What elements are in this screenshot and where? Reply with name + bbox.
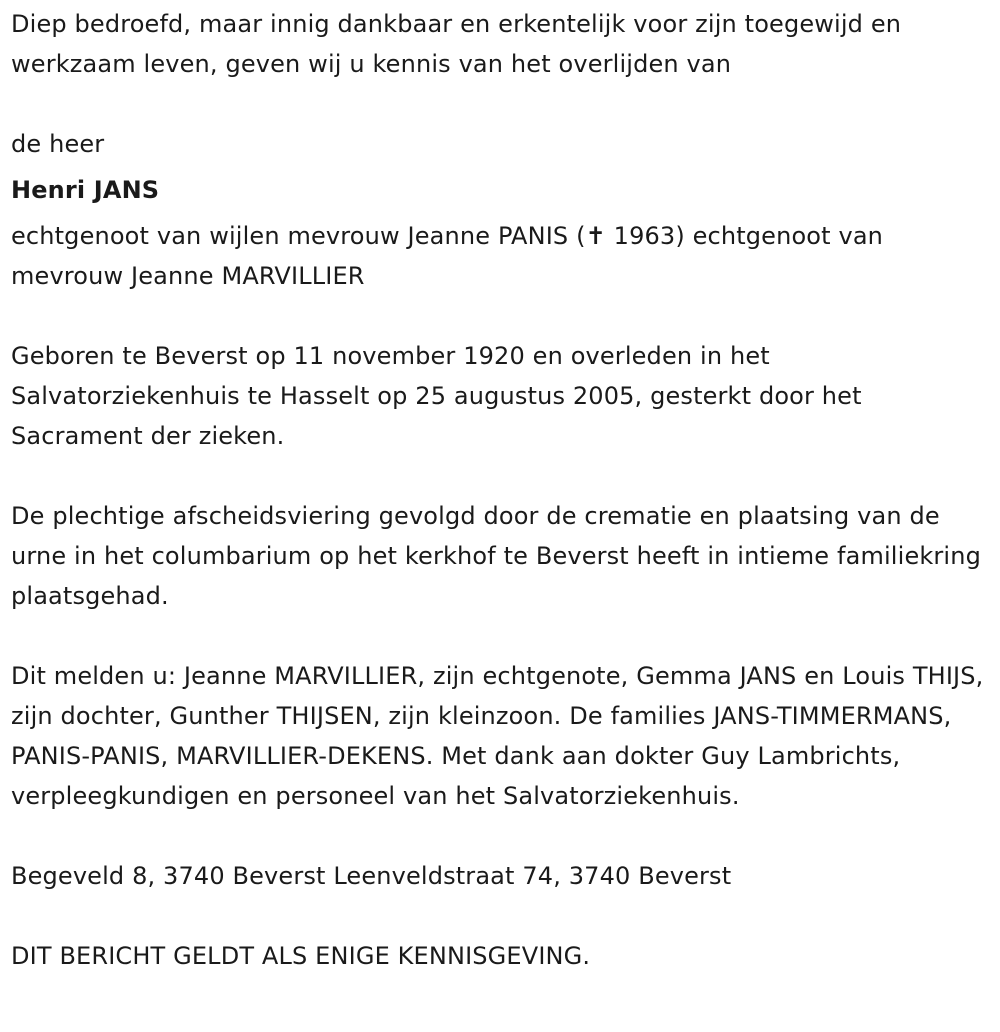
addresses: Begeveld 8, 3740 Beverst Leenveldstraat 74, 3740 Beverst: [11, 862, 732, 890]
spacer: [11, 896, 996, 936]
spouses-paragraph: echtgenoot van wijlen mevrouw Jeanne PANIS (✝ 1963) echtgenoot van mevrouw Jeanne MARVILLIER: [11, 222, 884, 290]
salutation: de heer: [11, 130, 105, 158]
death-notice: [11, 4, 996, 976]
spacer: [11, 816, 996, 856]
intro-paragraph: Diep bedroefd, maar innig dankbaar en erkentelijk voor zijn toegewijd en werkzaam leven, geven wij u kennis van het overlijden van: [11, 10, 902, 78]
announcers-paragraph: Dit melden u: Jeanne MARVILLIER, zijn echtgenote, Gemma JANS en Louis THIJS, zijn dochter, Gunther THIJSEN, zijn kleinzoon. De families JANS-TIMMERMANS, PANIS-PANIS, MARVILLIER-DEKENS. Met dank aan dokter Guy Lambrichts, verpleegkundigen en personeel van het Salvatorziekenhuis.: [11, 662, 984, 810]
spacer: [11, 616, 996, 656]
deceased-name: Henri JANS: [11, 176, 160, 204]
spacer: [11, 84, 996, 124]
birth-death-paragraph: Geboren te Beverst op 11 november 1920 en overleden in het Salvatorziekenhuis te Hasselt op 25 augustus 2005, gesterkt door het Sacrament der zieken.: [11, 342, 862, 450]
spacer: [11, 296, 996, 336]
spacer: [11, 456, 996, 496]
ceremony-paragraph: De plechtige afscheidsviering gevolgd door de crematie en plaatsing van de urne in het columbarium op het kerkhof te Beverst heeft in intieme familiekring plaatsgehad.: [11, 502, 981, 610]
closing-statement: DIT BERICHT GELDT ALS ENIGE KENNISGEVING.: [11, 942, 591, 970]
